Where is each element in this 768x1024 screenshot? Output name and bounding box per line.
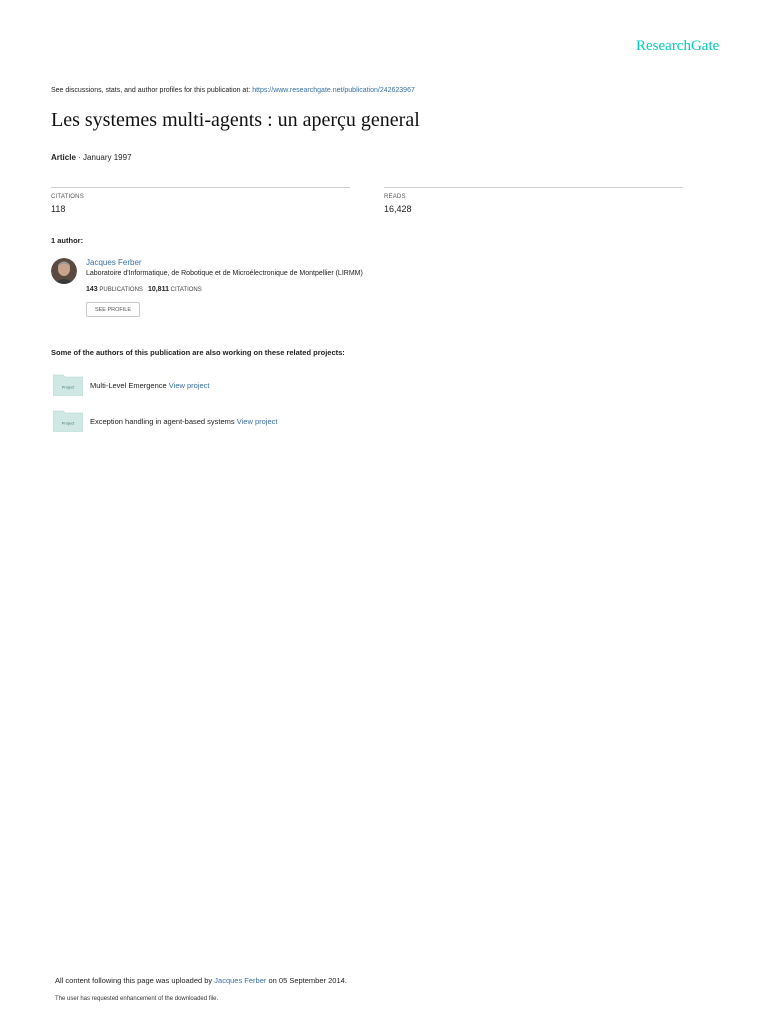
publication-date: January 1997 [83, 153, 132, 162]
publication-title: Les systemes multi-agents : un aperçu general [51, 109, 420, 131]
publication-type: Article [51, 153, 76, 162]
citations-stat [51, 187, 350, 214]
project-folder-icon [53, 374, 83, 396]
reads-value: 16,428 [384, 204, 412, 214]
publication-url-link[interactable]: https://www.researchgate.net/publication/242623967 [252, 87, 415, 94]
upload-prefix: All content following this page was uploaded by [55, 976, 213, 985]
project-icon-label: Project [61, 420, 75, 426]
view-project-link[interactable]: View project [236, 417, 278, 426]
enhancement-note: The user has requested enhancement of the downloaded file. [55, 996, 219, 1002]
author-stats [86, 286, 202, 293]
publication-meta [51, 153, 132, 162]
project-icon-label: Project [61, 384, 75, 390]
related-project-item [90, 417, 277, 426]
publication-source-line [51, 87, 415, 94]
meta-separator: · [78, 153, 81, 162]
citations-value: 118 [51, 204, 66, 214]
author-avatar[interactable] [51, 258, 77, 284]
uploader-link[interactable]: Jacques Ferber [214, 976, 267, 985]
project-title: Exception handling in agent-based systems [90, 417, 235, 426]
upload-notice [55, 976, 347, 985]
author-citations-label: CITATIONS [170, 287, 202, 293]
author-count-label: 1 author: [51, 236, 84, 245]
author-name-link[interactable]: Jacques Ferber [86, 258, 142, 267]
upload-suffix: on 05 September 2014. [268, 976, 347, 985]
reads-label: READS [384, 194, 406, 200]
view-project-link[interactable]: View project [168, 381, 210, 390]
reads-stat [384, 187, 683, 214]
project-title: Multi-Level Emergence [90, 381, 167, 390]
project-folder-icon [53, 410, 83, 432]
citations-label: CITATIONS [51, 194, 84, 200]
author-publications-label: PUBLICATIONS [99, 287, 143, 293]
author-institution: Laboratoire d'Informatique, de Robotique et de Microélectronique de Montpellier (LIRMM) [86, 270, 363, 277]
author-publications-count: 143 [86, 286, 98, 293]
related-project-item [90, 381, 210, 390]
related-projects-heading: Some of the authors of this publication are also working on these related projects: [51, 348, 345, 357]
avatar-photo [51, 258, 77, 284]
see-profile-button[interactable]: SEE PROFILE [86, 302, 140, 317]
researchgate-logo[interactable]: ResearchGate [636, 38, 720, 54]
see-discussions-text: See discussions, stats, and author profiles for this publication at: [51, 87, 251, 94]
author-citations-count: 10,811 [147, 286, 169, 293]
